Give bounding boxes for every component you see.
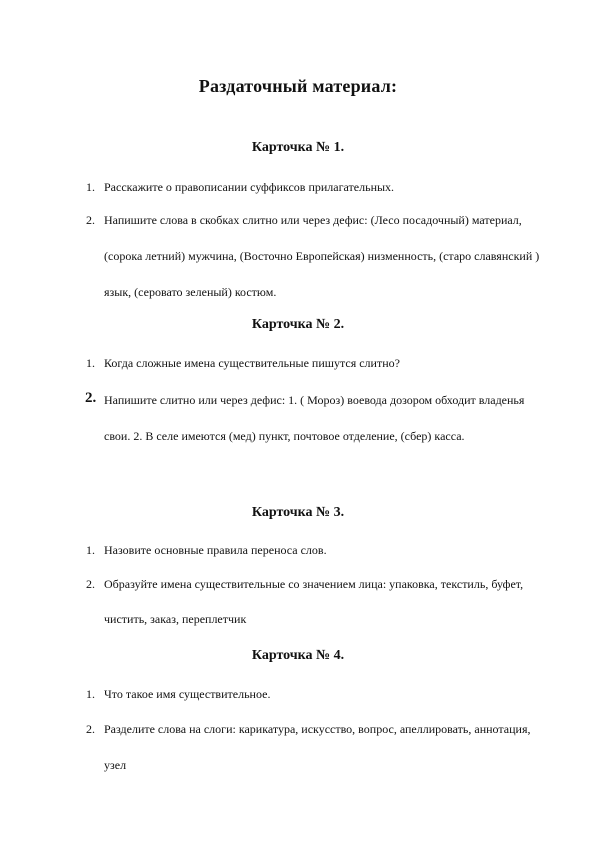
card-4-item-1-line-1: Что такое имя существительное. [104, 687, 271, 701]
card-2-item-1-number: 1. [86, 356, 95, 370]
card-4-item-2-line-2: узел [104, 758, 127, 772]
card-3-item-1-number: 1. [86, 543, 95, 557]
card-4-item-2-line-1: Разделите слова на слоги: карикатура, искусство, вопрос, апеллировать, аннотация, [104, 722, 531, 736]
card-1-item-1-number: 1. [86, 180, 95, 194]
card-1-item-2-line-2: (сорока летний) мужчина, (Восточно Европейская) низменность, (старо славянский ) [104, 249, 540, 263]
card-2-title: Карточка № 2. [251, 317, 345, 332]
card-2-item-2-line-2: свои. 2. В селе имеются (мед) пункт, почтовое отделение, (сбер) касса. [104, 429, 465, 443]
card-3-item-2-number: 2. [86, 577, 95, 591]
card-3-item-2-line-2: чистить, заказ, переплетчик [104, 612, 247, 626]
card-1-title: Карточка № 1. [251, 140, 345, 155]
card-2-item-2-number: 2. [85, 390, 97, 406]
card-3-item-1-line-1: Назовите основные правила переноса слов. [104, 543, 327, 557]
card-3-title: Карточка № 3. [251, 505, 345, 520]
card-1-item-1-line-1: Расскажите о правописании суффиксов прилагательных. [104, 180, 395, 194]
card-1-item-2-number: 2. [86, 213, 95, 227]
card-2-item-2-line-1: Напишите слитно или через дефис: 1. ( Мороз) воевода дозором обходит владенья [104, 393, 525, 407]
card-4-item-1-number: 1. [86, 687, 95, 701]
page-title: Раздаточный материал: [198, 76, 398, 96]
card-3-item-2-line-1: Образуйте имена существительные со значением лица: упаковка, текстиль, буфет, [104, 577, 524, 591]
card-1-item-2-line-1: Напишите слова в скобках слитно или через дефис: (Лесо посадочный) материал, [104, 213, 522, 227]
card-4-title: Карточка № 4. [251, 648, 345, 663]
card-2-item-1-line-1: Когда сложные имена существительные пишутся слитно? [104, 356, 400, 370]
card-1-item-2-line-3: язык, (серовато зеленый) костюм. [104, 285, 277, 299]
card-4-item-2-number: 2. [86, 722, 95, 736]
